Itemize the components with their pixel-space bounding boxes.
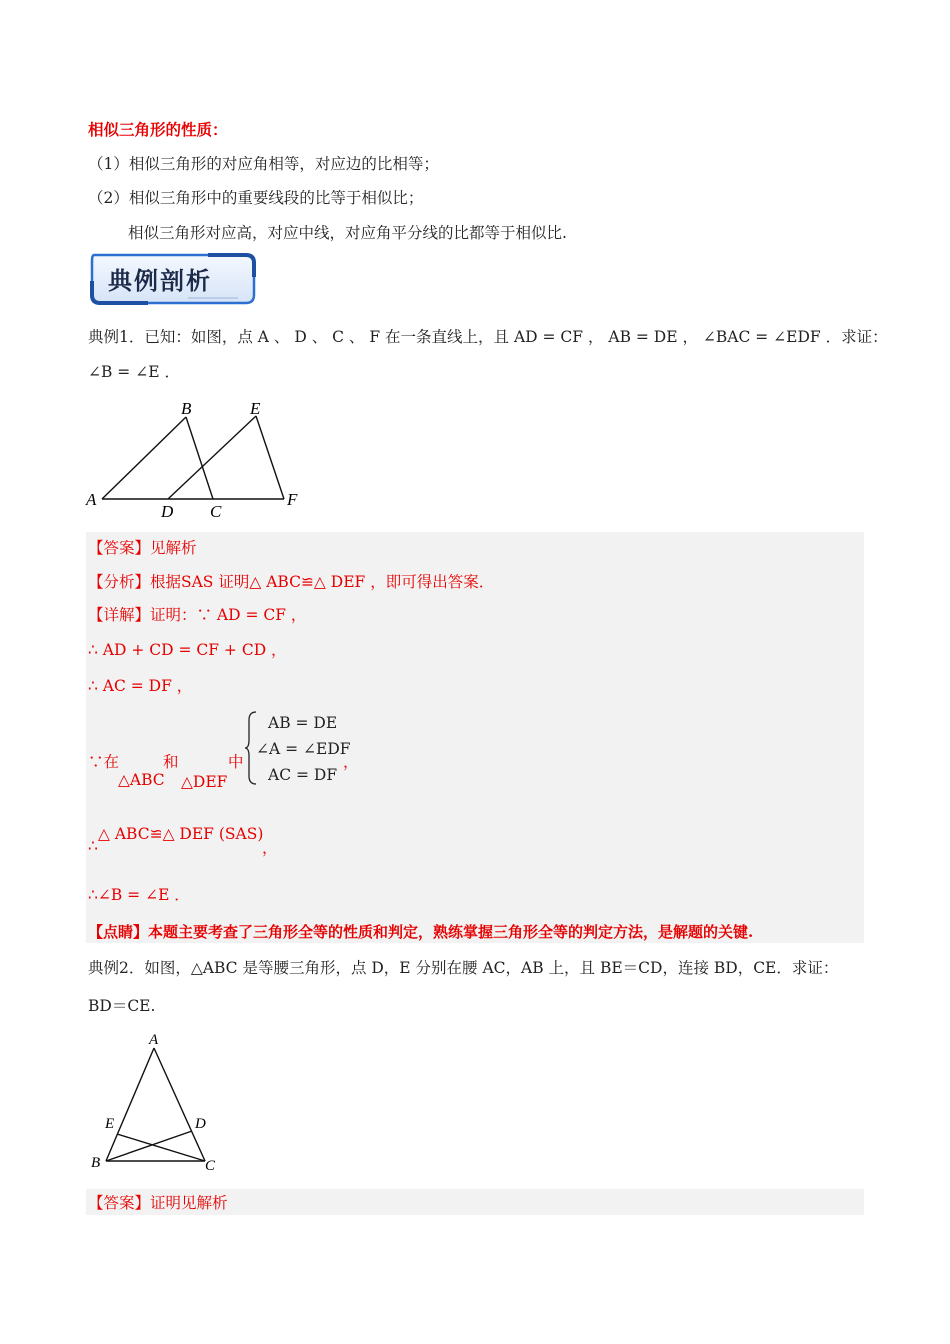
example1-line1: 典例1．已知：如图，点 A 、 D 、 C 、 F 在一条直线上，且 AD = CF ， AB = DE ， ∠BAC = ∠EDF ．求证： bbox=[88, 328, 888, 346]
label-a: A bbox=[86, 490, 97, 509]
segment-ab bbox=[102, 417, 186, 499]
step-4: △ ABC≌△ DEF (SAS) bbox=[98, 825, 264, 843]
label-e: E bbox=[250, 399, 261, 418]
banner-label: 典例剖析 bbox=[108, 267, 212, 295]
step-2: ∴ AC = DF ， bbox=[88, 677, 193, 695]
label-c: C bbox=[210, 502, 222, 521]
step-4-therefore: ∴ bbox=[88, 837, 98, 855]
brace-line-3: AC = DF bbox=[268, 766, 338, 784]
label-d: D bbox=[161, 502, 174, 521]
segment-ab bbox=[106, 1048, 154, 1161]
label-d: D bbox=[195, 1116, 206, 1132]
label-b: B bbox=[181, 399, 192, 418]
solution-panel bbox=[86, 532, 864, 943]
step-3-prefix: ∵在 bbox=[88, 753, 120, 771]
brace-line-1: AB = DE bbox=[268, 714, 338, 732]
brace-line-2: ∠A = ∠EDF bbox=[256, 740, 351, 758]
analysis-text: 【分析】根据SAS 证明△ ABC≌△ DEF ，即可得出答案． bbox=[88, 573, 495, 591]
segment-ce bbox=[117, 1134, 205, 1161]
step-3-triangle-abc: △ABC bbox=[118, 771, 165, 789]
step-1: ∴ AD + CD = CF + CD ， bbox=[88, 641, 287, 659]
segment-ac bbox=[154, 1048, 205, 1161]
example2-line2: BD＝CE. bbox=[88, 997, 156, 1015]
example1-line2: ∠B = ∠E ． bbox=[88, 363, 180, 381]
example-banner bbox=[88, 251, 258, 307]
label-a: A bbox=[149, 1032, 159, 1048]
step-3-mid: 中 bbox=[228, 753, 244, 771]
example2-answer: 【答案】证明见解析 bbox=[88, 1194, 228, 1212]
step-3-triangle-def: △DEF bbox=[181, 773, 228, 791]
comment-text: 【点睛】本题主要考查了三角形全等的性质和判定，熟练掌握三角形全等的判定方法，是解题的关键. bbox=[88, 923, 754, 941]
step-3-and: 和 bbox=[163, 753, 179, 771]
property-item-3: 相似三角形对应高，对应中线，对应角平分线的比都等于相似比. bbox=[128, 224, 567, 242]
answer-text: 【答案】见解析 bbox=[88, 539, 197, 557]
segment-de bbox=[168, 416, 256, 499]
property-item-1: （1）相似三角形的对应角相等，对应边的比相等； bbox=[88, 155, 439, 173]
example2-figure bbox=[85, 1030, 235, 1180]
example1-figure bbox=[82, 395, 312, 525]
step-5: ∴∠B = ∠E ． bbox=[88, 886, 190, 904]
step-3-comma: ， bbox=[343, 753, 359, 771]
label-f: F bbox=[287, 490, 298, 509]
label-e: E bbox=[105, 1116, 115, 1132]
section-title: 相似三角形的性质： bbox=[88, 120, 228, 139]
segment-bd bbox=[106, 1131, 192, 1161]
label-b: B bbox=[91, 1155, 101, 1171]
label-c: C bbox=[205, 1158, 216, 1174]
step-4-comma: ， bbox=[262, 839, 278, 857]
detail-head: 【详解】证明：∵ AD = CF ， bbox=[88, 606, 307, 624]
segment-ef bbox=[256, 416, 284, 499]
example2-line1: 典例2．如图，△ABC 是等腰三角形，点 D，E 分别在腰 AC，AB 上，且 BE＝CD，连接 BD，CE．求证： bbox=[88, 959, 839, 977]
segment-bc bbox=[186, 417, 213, 499]
property-item-2: （2）相似三角形中的重要线段的比等于相似比； bbox=[88, 189, 424, 207]
